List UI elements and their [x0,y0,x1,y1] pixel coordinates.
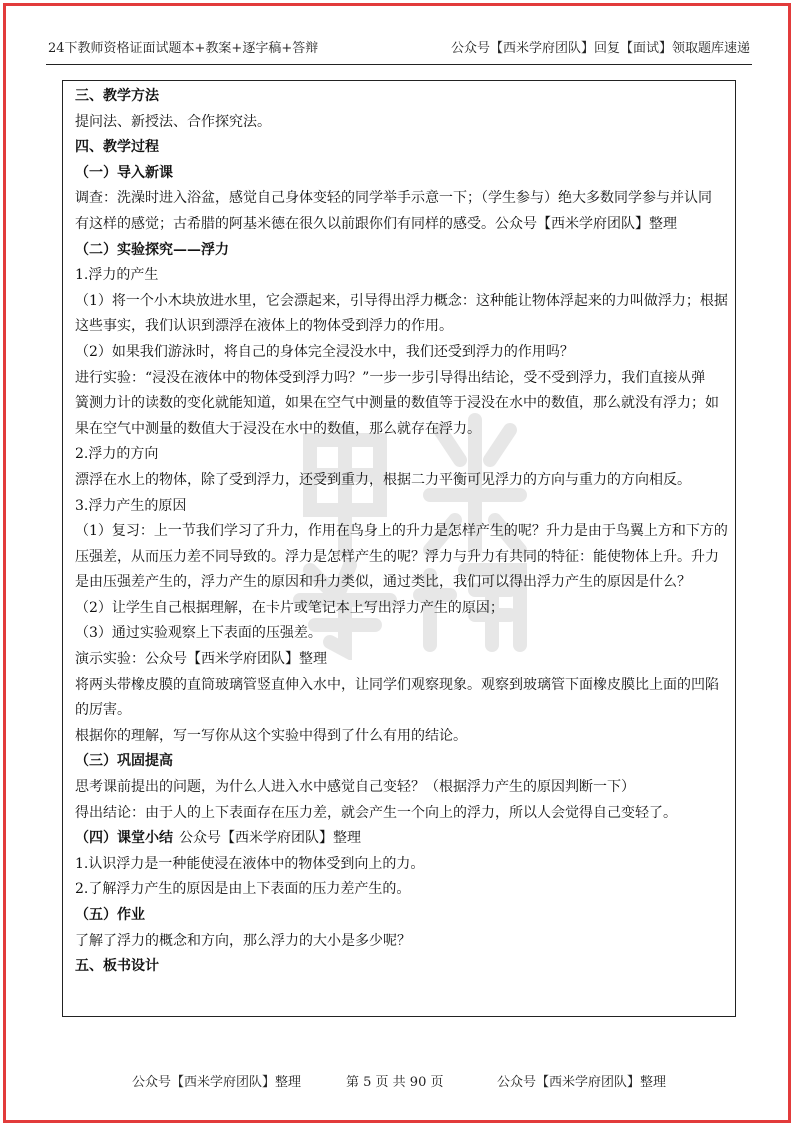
text-line [75,392,725,416]
line-text: 果在空气中测量的数值大于浸没在水中的数值，那么就存在浮力。 [75,420,481,437]
text-line [75,315,725,339]
text-line [75,853,725,877]
line-text: （三）巩固提高 [75,753,173,770]
header-divider [46,64,752,65]
line-text: （四）课堂小结 [75,830,173,847]
section-heading [75,162,725,186]
page-header [46,38,752,60]
line-text: （1）将一个小木块放进水里，它会漂起来，引导得出浮力概念：这种能让物体浮起来的力叫做浮力；根据 [75,292,728,309]
line-text: 1.浮力的产生 [75,267,159,284]
line-text: （五）作业 [75,907,145,923]
text-line [75,648,725,672]
text-line [75,264,725,288]
text-line [75,597,725,621]
line-text: 得出结论：由于人的上下表面存在压力差，就会产生一个向上的浮力，所以人会觉得自己变轻了。 [75,804,677,821]
text-line [75,443,725,467]
line-text: （二）实验探究——浮力 [75,241,229,258]
footer-right-text: 公众号【西米学府团队】整理 [497,1075,667,1090]
line-text: 将两头带橡皮膜的直筒玻璃管竖直伸入水中，让同学们观察现象。观察到玻璃管下面橡皮膜比上面的凹陷 [75,676,719,693]
lesson-plan-content [62,80,736,1017]
content-lines [75,85,728,981]
line-text: 五、板书设计 [75,958,159,975]
line-text: 2.了解浮力产生的原因是由上下表面的压力差产生的。 [75,881,411,898]
section-heading [75,827,725,851]
line-text: （3）通过实验观察上下表面的压强差。 [75,625,322,642]
page-footer [0,1072,800,1094]
line-text: 2.浮力的方向 [75,446,159,463]
line-text: （一）导入新课 [75,164,173,181]
line-text: 压强差，从而压力差不同导致的。浮力是怎样产生的呢？浮力与升力有共同的特征：能使物体上升。升力 [75,548,719,565]
line-text: 的厉害。 [75,702,131,719]
section-heading [75,85,725,109]
line-text: 四、教学过程 [75,139,159,156]
section-heading [75,750,725,774]
line-text: 这些事实，我们认识到漂浮在液体上的物体受到浮力的作用。 [75,318,453,335]
section-heading [75,136,725,160]
section-heading [75,955,725,979]
text-line [75,930,725,954]
section-heading [75,239,725,263]
line-text: 有这样的感觉；古希腊的阿基米德在很久以前跟你们有同样的感受。公众号【西米学府团队】整理 [75,215,677,232]
text-line [75,878,725,902]
line-text: 簧测力计的读数的变化就能知道，如果在空气中测量的数值等于浸没在水中的数值，那么就没有浮力；如 [75,395,719,412]
text-line [75,725,725,749]
line-text: 1.认识浮力是一种能使浸在液体中的物体受到向上的力。 [75,855,425,872]
line-text: 进行实验：“浸没在液体中的物体受到浮力吗？”一步一步引导得出结论，受不受到浮力，我们直接从弹 [75,369,706,386]
line-text: 思考课前提出的问题，为什么人进入水中感觉自己变轻？（根据浮力产生的原因判断一下） [75,779,635,796]
text-line [75,290,728,314]
text-line [75,187,725,211]
line-text: 是由压强差产生的，浮力产生的原因和升力类似，通过类比，我们可以得出浮力产生的原因是什么？ [75,574,691,591]
text-line [75,699,725,723]
text-line [75,571,725,595]
text-line [75,213,725,237]
header-right-text: 公众号【西米学府团队】回复【面试】领取题库速递 [450,41,750,56]
line-text: （1）复习：上一节我们学习了升力，作用在鸟身上的升力是怎样产生的呢？升力是由于鸟翼上方和下方的 [75,523,728,540]
text-line [75,520,728,544]
text-line [75,341,725,365]
footer-page-number: 第 5 页 共 90 页 [346,1075,444,1090]
header-left-text: 24下教师资格证面试题本+教案+逐字稿+答辩 [48,41,319,56]
line-text: 漂浮在水上的物体，除了受到浮力，还受到重力，根据二力平衡可见浮力的方向与重力的方向相反。 [75,471,691,488]
text-line [75,776,725,800]
line-text: （2）如果我们游泳时，将自己的身体完全浸没水中，我们还受到浮力的作用吗？ [75,343,574,360]
text-line [75,674,725,698]
line-text: 根据你的理解，写一写你从这个实验中得到了什么有用的结论。 [75,727,467,744]
section-heading [75,904,725,928]
text-line [75,622,725,646]
line-text: 提问法、新授法、合作探究法。 [75,113,271,130]
line-text: 调查：洗澡时进入浴盆，感觉自己身体变轻的同学举手示意一下；（学生参与）绝大多数同学参与并认同 [75,190,712,207]
line-text: 3.浮力产生的原因 [75,497,187,514]
line-text: 演示实验：公众号【西米学府团队】整理 [75,651,327,668]
line-text: 了解了浮力的概念和方向，那么浮力的大小是多少呢？ [75,932,411,949]
footer-left-text: 公众号【西米学府团队】整理 [132,1075,302,1090]
line-text: （2）让学生自己根据理解，在卡片或笔记本上写出浮力产生的原因； [75,599,504,616]
text-line [75,546,725,570]
text-line [75,367,725,391]
text-line [75,469,725,493]
line-suffix: 公众号【西米学府团队】整理 [179,830,361,847]
text-line [75,802,725,826]
text-line [75,495,725,519]
line-text: 三、教学方法 [75,88,159,104]
text-line [75,111,725,135]
text-line [75,418,725,442]
